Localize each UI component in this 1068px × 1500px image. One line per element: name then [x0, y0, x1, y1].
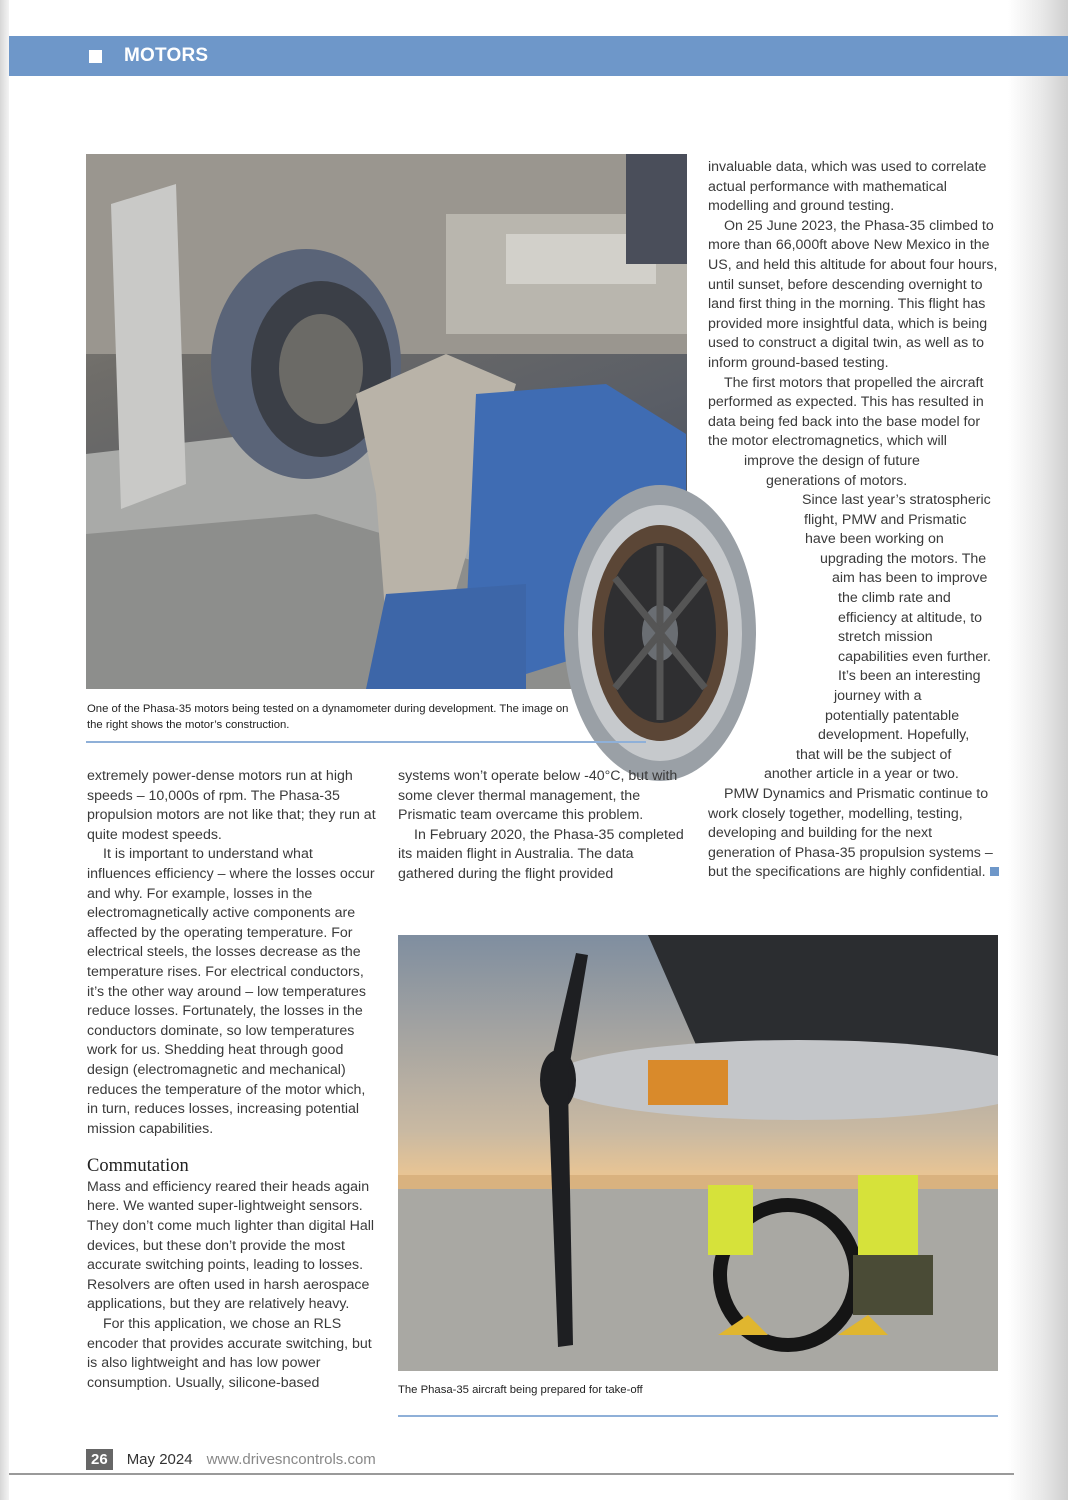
col1-paragraph-2: It is important to understand what influences efficiency – where the losses occur and why. For example, losses in the electromagnetically active components are affected by the operating temperature. For electrical steels, the losses decrease as the temperature rises. For electrical conductors, it’s the other way around – low temperatures reduce losses. Fortunately, the losses in the conductors dominate, so low temperatures work for us. Shedding heat through good design (electromagnetic and mechanical) reduces the temperature of the motor which, in turn, reduces losses, increasing potential mission capabilities. [87, 846, 375, 1137]
col3-paragraph-3 [708, 374, 1000, 492]
page-number: 26 [86, 1449, 113, 1470]
section-header [9, 36, 1068, 76]
text-line: improve the design of future [744, 452, 920, 469]
aircraft-takeoff-photo [398, 935, 998, 1371]
text-line: data being fed back into the base model for [708, 413, 981, 430]
col3-paragraph-5-text: PMW Dynamics and Prismatic continue to work closely together, modelling, testing, developing and building for the next generation of Phasa-35 propulsion systems – but the specifications are highly confidential. [708, 786, 993, 881]
text-line: upgrading the motors. The [820, 550, 987, 567]
caption-rule-bottom [398, 1415, 998, 1417]
col3-paragraph-5 [708, 785, 1000, 883]
col1-paragraph-4: For this application, we chose an RLS encoder that provides accurate switching, but is also lightweight and has low power consumption. Usually, silicone-based [87, 1316, 372, 1391]
caption-rule-top [86, 741, 646, 743]
page-binding-shadow [0, 0, 9, 1500]
aircraft-photo-illustration [398, 935, 998, 1371]
text-line: aim has been to improve [832, 570, 988, 587]
col3-paragraph-1: invaluable data, which was used to correlate actual performance with mathematical modelling and ground testing. [708, 159, 987, 215]
text-line: journey with a [834, 688, 922, 705]
article-end-mark-icon [990, 867, 999, 876]
text-line: capabilities even further. [838, 648, 991, 665]
text-line: have been working on [805, 531, 944, 548]
text-line: development. Hopefully, [818, 727, 970, 744]
col1-paragraph-3: Mass and efficiency reared their heads again here. We wanted super-lightweight sensors. They don’t come much lighter than digital Hall devices, but these don’t provide the most accurate switching points, leading to losses. Resolvers are often used in harsh aerospace applications, but they are relatively heavy. [87, 1178, 375, 1313]
col2-paragraph-2: In February 2020, the Phasa-35 completed its maiden flight in Australia. The data gathered during the flight provided [398, 826, 684, 882]
col3-paragraph-2: On 25 June 2023, the Phasa-35 climbed to more than 66,000ft above New Mexico in the US, and held this altitude for about four hours, until sunset, before descending overnight to land first thing in the morning. This flight has provided more insightful data, which is being used to construct a digital twin, as well as to inform ground-based testing. [708, 217, 998, 371]
text-line: that will be the subject of [796, 746, 952, 763]
text-line: the motor electromagnetics, which will [708, 433, 947, 450]
col1-paragraph-1: extremely power-dense motors run at high speeds – 10,000s of rpm. The Phasa-35 propulsion motors are not like that; they run at quite modest speeds. [87, 768, 376, 843]
section-title: MOTORS [124, 45, 209, 66]
text-line: The first motors that propelled the aircraft [724, 374, 984, 391]
issue-date: May 2024 [126, 1450, 193, 1468]
article-column-2 [398, 767, 688, 885]
page-edge-shadow [1008, 0, 1068, 1500]
text-line: another article in a year or two. [764, 766, 959, 783]
text-line: generations of motors. [766, 472, 908, 489]
text-line: the climb rate and [838, 590, 951, 607]
motor-photo-caption: One of the Phasa-35 motors being tested on a dynamometer during development. The image on the right shows the motor’s construction. [87, 703, 569, 731]
text-line: flight, PMW and Prismatic [804, 511, 967, 528]
text-line: stretch mission [838, 629, 933, 646]
text-line: efficiency at altitude, to [838, 609, 983, 626]
page-footer [86, 1445, 376, 1473]
text-line: It’s been an interesting [838, 668, 981, 685]
text-line: Since last year’s stratospheric [802, 492, 991, 509]
text-line: performed as expected. This has resulted in [708, 394, 984, 411]
article-column-3 [708, 158, 1000, 883]
subheading-commutation: Commutation [87, 1156, 189, 1177]
col2-paragraph-1: systems won’t operate below -40°C, but with some clever thermal management, the Prismatic team overcame this problem. [398, 768, 678, 824]
col3-paragraph-4 [708, 491, 1000, 785]
header-square-icon [89, 50, 102, 63]
website-link[interactable]: www.drivesncontrols.com [206, 1450, 376, 1468]
footer-divider [9, 1473, 1014, 1475]
article-column-1 [87, 767, 379, 1393]
aircraft-photo-caption: The Phasa-35 aircraft being prepared for take-off [398, 1384, 643, 1396]
text-line: potentially patentable [825, 707, 960, 724]
